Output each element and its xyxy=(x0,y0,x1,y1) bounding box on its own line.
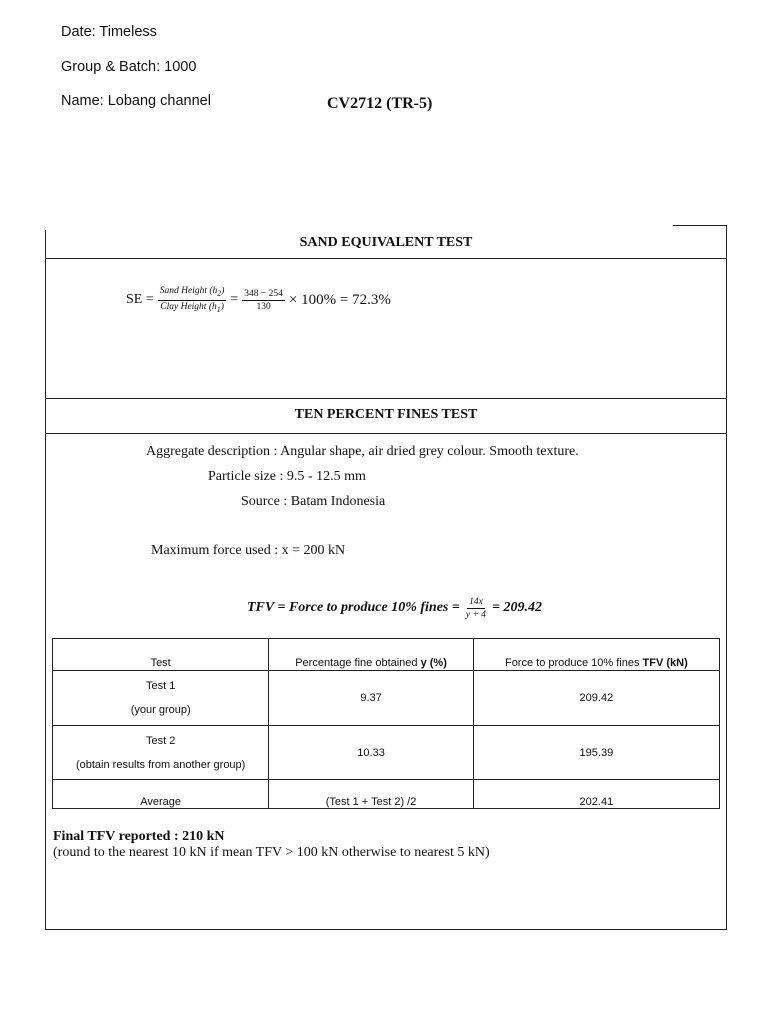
force-cell: 209.42 xyxy=(473,671,719,726)
table-row xyxy=(53,726,720,780)
test-name: Test 1 xyxy=(145,680,176,692)
tfv-label: TFV = Force to produce 10% fines = xyxy=(247,600,460,615)
force-cell: 195.39 xyxy=(473,726,719,780)
table-row xyxy=(53,671,720,726)
tfv-result: = 209.42 xyxy=(492,600,542,615)
header-percentage xyxy=(269,639,473,671)
table-row xyxy=(53,780,720,809)
percentage-cell: (Test 1 + Test 2) /2 xyxy=(269,780,473,809)
final-tfv-note: (round to the nearest 10 kN if mean TFV > 100 kN otherwise to nearest 5 kN) xyxy=(53,845,490,860)
header-force-symbol: TFV (kN) xyxy=(642,657,688,669)
test-name: Test 2 xyxy=(145,734,176,747)
particle-size: Particle size : 9.5 - 12.5 mm xyxy=(208,469,366,484)
se-height-fraction: $\frac{Sand Height (h_2)}{Clay Height (h_1)}$ xyxy=(159,285,225,314)
se-prefix: SE = xyxy=(126,292,154,307)
se-denominator-label: Clay Height (h xyxy=(160,301,217,312)
se-denominator-sub: 1 xyxy=(216,304,221,314)
se-result: × 100% = 72.3% xyxy=(288,291,391,308)
tfv-numerator: 14x xyxy=(469,596,483,607)
test-cell: Average xyxy=(53,780,269,809)
sand-equivalent-title: SAND EQUIVALENT TEST xyxy=(299,235,473,250)
group-batch-label: Group & Batch: 1000 xyxy=(61,59,197,75)
tfv-denominator: y + 4 xyxy=(465,609,486,620)
header-percentage-symbol: y (%) xyxy=(420,657,447,669)
final-tfv xyxy=(53,829,490,861)
percentage-cell: 10.33 xyxy=(269,726,473,780)
percentage-cell: 9.37 xyxy=(269,671,473,726)
se-numerator-sub: 2 xyxy=(217,288,222,298)
frame-top-tab-edge xyxy=(726,225,727,231)
final-tfv-label: Final TFV reported : 210 kN xyxy=(53,829,225,844)
divider xyxy=(45,433,727,434)
test-cell xyxy=(53,671,269,726)
header-force-label: Force to produce 10% fines xyxy=(504,657,643,669)
worksheet-frame xyxy=(45,230,727,930)
header-test: Test xyxy=(53,639,269,671)
se-numerator-values: 348 − 254 xyxy=(244,288,283,299)
maximum-force: Maximum force used : x = 200 kN xyxy=(151,543,346,558)
date-label: Date: Timeless xyxy=(61,24,157,40)
test-note: (your group) xyxy=(130,704,191,716)
name-label: Name: Lobang channel xyxy=(61,93,211,109)
se-equals: = xyxy=(230,292,239,307)
header-force xyxy=(473,639,719,671)
aggregate-description: Aggregate description : Angular shape, air dried grey colour. Smooth texture. xyxy=(146,444,579,459)
results-table xyxy=(52,638,720,809)
test-cell xyxy=(53,726,269,780)
test-note: (obtain results from another group) xyxy=(75,758,246,771)
divider xyxy=(45,258,727,259)
header-percentage-label: Percentage fine obtained xyxy=(295,657,421,669)
frame-top-tab xyxy=(673,225,727,226)
divider xyxy=(45,398,727,399)
tfv-formula xyxy=(247,592,542,624)
force-cell: 202.41 xyxy=(473,780,719,809)
course-code: CV2712 (TR-5) xyxy=(327,95,433,112)
tfv-fraction xyxy=(464,596,488,621)
se-denominator-value: 130 xyxy=(256,301,271,312)
source: Source : Batam Indonesia xyxy=(241,494,386,509)
table-header-row xyxy=(53,639,720,671)
ten-percent-fines-title: TEN PERCENT FINES TEST xyxy=(294,407,478,422)
se-value-fraction xyxy=(242,288,285,313)
se-formula xyxy=(126,280,391,320)
se-numerator-label: Sand Height (h xyxy=(159,285,218,296)
